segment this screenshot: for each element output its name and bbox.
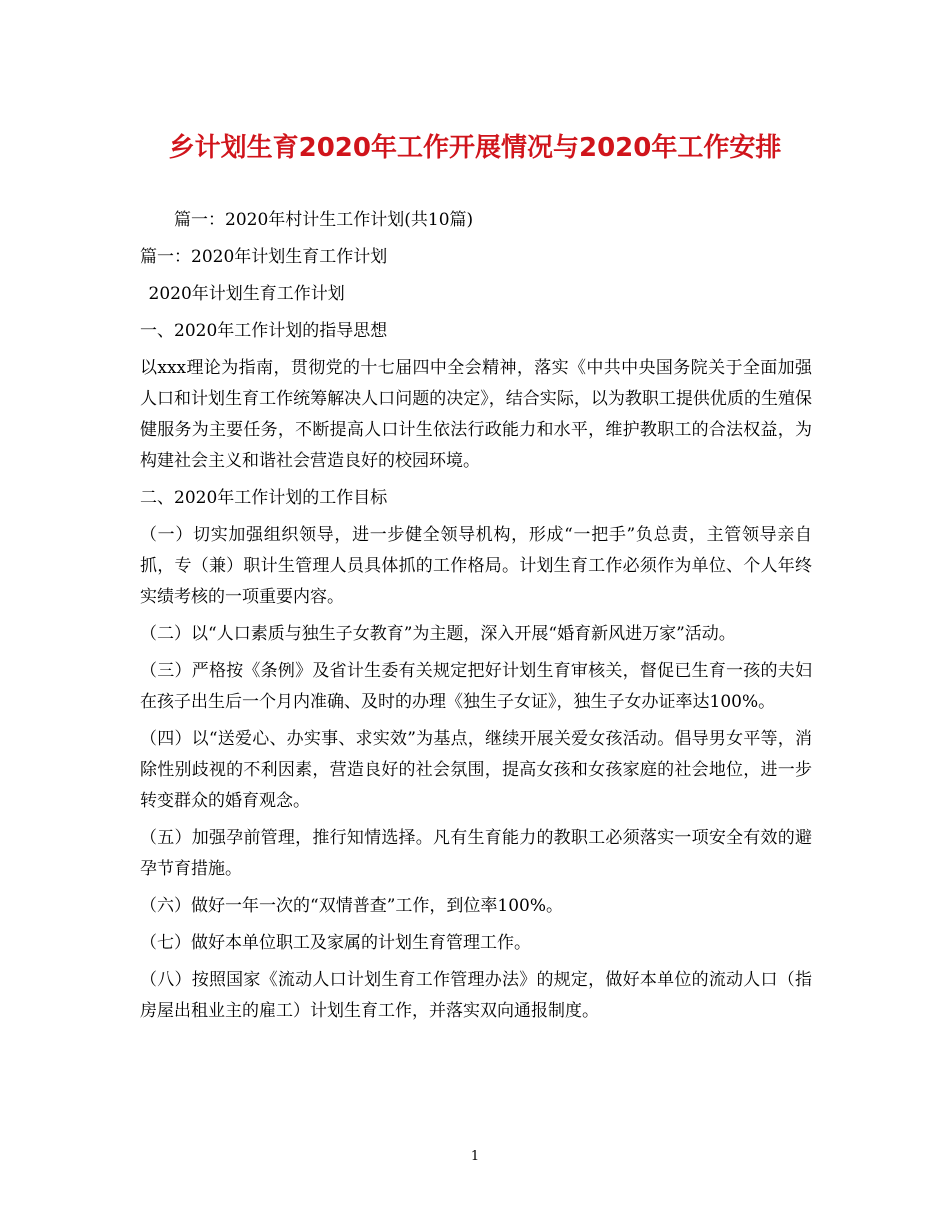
paragraph: 篇一：2020年计划生育工作计划 [140,247,388,267]
paragraph: 2020年计划生育工作计划 [148,284,345,304]
page-number: 1 [470,1149,480,1164]
list-item: （四）以“送爱心、办实事、求实效”为基点，继续开展关爱女孩活动。倡导男女平等，消除性别歧视的不利因素，营造良好的社会氛围，提高女孩和女孩家庭的社会地位，进一步转变群众的婚育观念。 [140,729,812,811]
list-item: （一）切实加强组织领导，进一步健全领导机构，形成“一把手”负总责，主管领导亲自抓，专（兼）职计生管理人员具体抓的工作格局。计划生育工作必须作为单位、个人年终实绩考核的一项重要内容。 [140,525,812,607]
document-body [140,205,812,1033]
list-item: （三）严格按《条例》及省计生委有关规定把好计划生育审核关，督促已生育一孩的夫妇在孩子出生后一个月内准确、及时的办理《独生子女证》，独生子女办证率达100%。 [140,661,812,712]
paragraph: 以xxx理论为指南，贯彻党的十七届四中全会精神，落实《中共中央国务院关于全面加强人口和计划生育工作统筹解决人口问题的决定》，结合实际，以为教职工提供优质的生殖保健服务为主要任务，不断提高人口计生依法行政能力和水平，维护教职工的合法权益，为构建社会主义和谐社会营造良好的校园环境。 [140,358,812,471]
list-item: （六）做好一年一次的“双情普查”工作，到位率100%。 [140,896,563,916]
list-item: （八）按照国家《流动人口计划生育工作管理办法》的规定，做好本单位的流动人口（指房屋出租业主的雇工）计划生育工作，并落实双向通报制度。 [140,970,812,1021]
document-title: 乡计划生育2020年工作开展情况与2020年工作安排 [168,133,782,163]
list-item: （七）做好本单位职工及家属的计划生育管理工作。 [140,933,531,953]
section-heading: 一、2020年工作计划的指导思想 [140,321,388,341]
list-item: （五）加强孕前管理，推行知情选择。凡有生育能力的教职工必须落实一项安全有效的避孕节育措施。 [140,828,812,879]
paragraph: 篇一：2020年村计生工作计划(共10篇) [174,210,474,230]
section-heading: 二、2020年工作计划的工作目标 [140,488,388,508]
list-item: （二）以“人口素质与独生子女教育”为主题，深入开展“婚育新风进万家”活动。 [140,624,736,644]
